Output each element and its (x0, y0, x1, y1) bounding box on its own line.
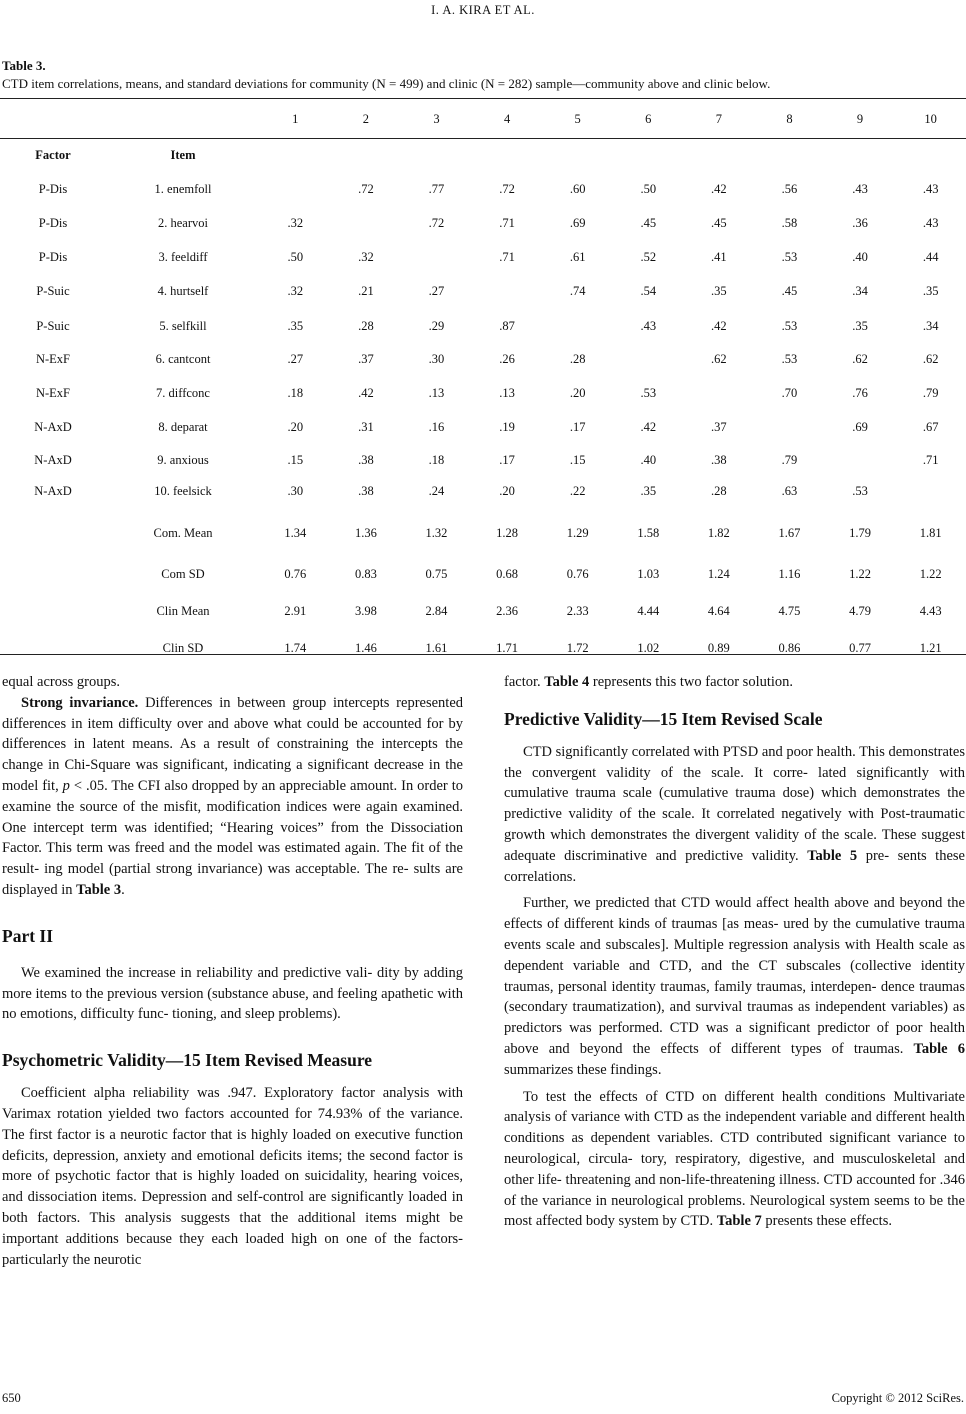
correlation-cell: .15 (569, 452, 586, 467)
stat-cell: 1.22 (849, 567, 871, 581)
correlation-cell: .61 (569, 250, 586, 264)
table-row (0, 444, 966, 476)
table-row (0, 206, 966, 241)
correlation-cell: .38 (358, 452, 374, 467)
correlation-cell: .20 (499, 484, 515, 498)
column-number: 10 (924, 111, 937, 126)
correlation-cell: .24 (428, 484, 445, 498)
stat-cell: 4.44 (637, 604, 660, 618)
column-number: 1 (292, 111, 299, 126)
correlation-cell: .72 (428, 216, 445, 230)
paragraph: We examined the increase in reliability and predictive vali- dity by adding more items to the previous version (substance abuse, and feeling apathetic with no emotions, difficulty func- tioning, and sleep problems). (2, 964, 463, 1023)
stat-cell: 1.81 (919, 525, 942, 540)
correlation-cell: .71 (499, 250, 515, 264)
factor-cell: P-Dis (38, 250, 68, 264)
correlation-cell: .34 (852, 284, 868, 298)
correlation-cell: .54 (640, 284, 657, 298)
correlation-cell: .15 (287, 452, 304, 467)
item-cell: 6. cantcont (155, 352, 211, 366)
correlation-cell: .71 (499, 216, 515, 230)
stat-cell: 1.02 (637, 641, 660, 655)
stat-cell: 1.24 (707, 567, 730, 581)
stat-cell: 1.58 (637, 525, 660, 540)
paragraph: equal across groups. (2, 674, 120, 690)
column-number: 9 (856, 111, 864, 126)
stat-cell: 2.36 (496, 604, 519, 618)
stat-cell: 0.75 (425, 567, 448, 581)
correlation-cell: .50 (287, 250, 304, 264)
stat-cell: 0.76 (284, 567, 307, 581)
correlation-cell: .30 (428, 352, 445, 366)
correlation-cell: .34 (922, 318, 939, 333)
correlation-cell: .42 (711, 318, 727, 333)
table-caption: CTD item correlations, means, and standard deviations for community (N = 499) and clinic (N = 282) sample—community above and clinic below. (2, 76, 771, 91)
correlation-cell: .35 (922, 284, 939, 298)
table-row (0, 376, 966, 411)
text-run: To test the effects of CTD on different health conditions Multivariate analysis of variance with CTD as the independent variable and different health conditions as dependent variables. CTD contributed significant variance to neurological, circula- tory, respiratory, digestive, and musculoskeletal and other life- threatening and non-life-threatening illness. CTD accounted for .346 of the variance in neurological problems. Neurological system seems to be the most affected body system by CTD. (504, 1088, 965, 1230)
italic-text: p (62, 777, 70, 794)
correlation-cell: .74 (569, 284, 586, 298)
table-reference: Table 5 (807, 847, 858, 864)
correlation-cell: .17 (499, 452, 515, 467)
correlation-cell: .43 (922, 216, 939, 230)
section-heading: Part II (2, 925, 54, 946)
correlation-cell: .42 (711, 181, 727, 196)
section-heading: Psychometric Validity—15 Item Revised Measure (2, 1050, 373, 1071)
blank-cell (0, 100, 106, 138)
table-top-rule (0, 98, 966, 99)
correlation-table (0, 100, 966, 664)
correlation-cell: .35 (711, 284, 727, 298)
stat-cell: 0.83 (354, 567, 377, 581)
correlation-cell: .37 (711, 420, 727, 434)
correlation-cell: .77 (428, 181, 445, 196)
correlation-cell (825, 444, 896, 476)
factor-cell: P-Suic (36, 318, 70, 333)
stat-cell: 2.84 (425, 604, 448, 618)
blank-cell (684, 138, 755, 172)
item-cell: 8. deparat (158, 420, 208, 434)
blank-cell (472, 138, 543, 172)
item-cell: 1. enemfoll (154, 181, 212, 196)
stats-row (0, 633, 966, 664)
stat-cell: 3.98 (354, 604, 377, 618)
correlation-cell: .32 (358, 250, 374, 264)
stat-cell: 2.91 (284, 604, 307, 618)
correlation-cell (260, 172, 331, 206)
stat-cell: 0.77 (849, 641, 871, 655)
correlation-cell: .44 (922, 250, 939, 264)
text-run: . (121, 881, 125, 898)
item-cell: 5. selfkill (159, 318, 207, 333)
correlation-cell: .43 (922, 181, 939, 196)
correlation-cell: .22 (569, 484, 586, 498)
stat-label: Clin Mean (156, 604, 210, 618)
table-reference: Table 6 (913, 1040, 965, 1057)
correlation-cell (542, 309, 613, 343)
correlation-cell: .53 (781, 250, 798, 264)
correlation-cell: .37 (358, 352, 374, 366)
correlation-cell: .58 (781, 216, 798, 230)
correlation-cell: .53 (781, 318, 798, 333)
stats-row (0, 590, 966, 633)
correlation-cell: .79 (922, 386, 939, 400)
stat-label: Clin SD (162, 641, 204, 655)
correlation-cell: .38 (711, 452, 727, 467)
correlation-cell: .45 (640, 216, 657, 230)
blank-cell (542, 138, 613, 172)
correlation-cell: .41 (711, 250, 727, 264)
stat-cell: 4.75 (778, 604, 801, 618)
paragraph (2, 693, 463, 901)
blank-cell (331, 138, 402, 172)
correlation-cell: .35 (287, 318, 304, 333)
correlation-cell: .36 (852, 216, 868, 230)
correlation-cell: .72 (358, 181, 374, 196)
stat-cell: 1.72 (566, 641, 589, 655)
stat-cell: 1.74 (284, 641, 307, 655)
correlation-cell: .45 (711, 216, 727, 230)
text-run: pre- sents these correlations. (504, 847, 965, 885)
correlation-cell: .20 (287, 420, 304, 434)
copyright-notice: Copyright © 2012 SciRes. (831, 1391, 964, 1405)
left-column (2, 672, 463, 1270)
correlation-cell: .70 (781, 386, 798, 400)
stat-cell: 1.16 (778, 567, 801, 581)
factor-cell: N-AxD (34, 484, 72, 498)
page-number: 650 (2, 1391, 21, 1405)
stat-cell: 1.29 (566, 525, 589, 540)
stat-label: Com. Mean (153, 525, 213, 540)
correlation-cell (613, 343, 684, 376)
text-run: Differences in between group intercepts represented differences in item difficulty over and above what could be accounted for by differences in latent means. As a result of constraining the intercepts the change in Chi-Square was significant, indicating a significant decrease in the model fit, (2, 694, 463, 794)
stat-cell: 2.33 (566, 604, 589, 618)
correlation-cell: .42 (640, 420, 657, 434)
blank-cell (895, 138, 966, 172)
correlation-cell: .62 (922, 352, 939, 366)
table-row (0, 343, 966, 376)
table-row (0, 241, 966, 274)
factor-header: Factor (35, 147, 71, 162)
section-heading: Predictive Validity—15 Item Revised Scale (504, 708, 823, 729)
stats-row (0, 559, 966, 590)
item-cell: 4. hurtself (157, 284, 209, 298)
correlation-cell: .67 (922, 420, 939, 434)
item-cell: 9. anxious (157, 452, 209, 467)
correlation-cell: .35 (852, 318, 868, 333)
stat-cell: 0.76 (566, 567, 589, 581)
item-cell: 2. hearvoi (158, 216, 208, 230)
correlation-cell: .63 (781, 484, 798, 498)
stat-cell: 4.79 (849, 604, 871, 618)
correlation-cell: .20 (569, 386, 586, 400)
stat-cell: 1.21 (919, 641, 942, 655)
stat-label: Com SD (161, 567, 205, 581)
column-number: 8 (786, 111, 793, 126)
stat-cell: 4.43 (919, 604, 942, 618)
table-row (0, 172, 966, 206)
correlation-cell: .42 (358, 386, 374, 400)
factor-cell: P-Suic (36, 284, 70, 298)
correlation-cell: .26 (499, 352, 515, 366)
right-column (504, 672, 965, 1232)
correlation-cell: .69 (852, 420, 868, 434)
correlation-cell: .30 (287, 484, 304, 498)
correlation-cell: .28 (358, 318, 374, 333)
table-reference: Table 4 (544, 674, 590, 690)
factor-cell: N-ExF (35, 386, 71, 400)
paragraph (504, 1087, 965, 1233)
text-run: presents these effects. (761, 1213, 892, 1230)
correlation-cell: .71 (922, 452, 939, 467)
correlation-cell: .17 (569, 420, 586, 434)
factor-cell: P-Dis (38, 181, 68, 196)
correlation-cell: .53 (781, 352, 798, 366)
stat-cell: 1.34 (284, 525, 307, 540)
correlation-cell: .18 (428, 452, 445, 467)
blank-cell (825, 138, 896, 172)
correlation-cell: .62 (711, 352, 727, 366)
correlation-cell: .40 (852, 250, 868, 264)
stats-row (0, 507, 966, 559)
correlation-cell: .32 (287, 216, 304, 230)
column-number-row (0, 100, 966, 138)
correlation-cell (472, 274, 543, 309)
correlation-cell: .53 (640, 386, 657, 400)
correlation-cell: .60 (569, 181, 586, 196)
correlation-cell: .31 (358, 420, 374, 434)
factor-cell: N-AxD (34, 420, 72, 434)
column-number: 3 (433, 111, 440, 126)
correlation-cell: .13 (499, 386, 515, 400)
blank-cell (0, 559, 106, 590)
correlation-cell: .87 (499, 318, 515, 333)
stat-cell: 1.79 (849, 525, 871, 540)
blank-cell (106, 100, 260, 138)
correlation-cell: .52 (640, 250, 657, 264)
correlation-cell: .69 (569, 216, 586, 230)
stat-cell: 1.32 (425, 525, 448, 540)
correlation-cell: .50 (640, 181, 657, 196)
correlation-cell: .62 (852, 352, 868, 366)
correlation-cell: .27 (287, 352, 304, 366)
correlation-cell (331, 206, 402, 241)
stat-cell: 1.28 (496, 525, 519, 540)
paragraph (504, 893, 965, 1080)
stat-cell: 1.22 (919, 567, 942, 581)
column-number: 4 (503, 111, 511, 126)
table-row (0, 476, 966, 507)
stat-cell: 4.64 (707, 604, 730, 618)
correlation-cell: .43 (852, 181, 868, 196)
factor-cell: P-Dis (38, 216, 68, 230)
stat-cell: 1.46 (354, 641, 377, 655)
factor-cell: N-ExF (35, 352, 71, 366)
correlation-cell: .29 (428, 318, 445, 333)
correlation-cell: .72 (499, 181, 515, 196)
item-cell: 3. feeldiff (158, 250, 208, 264)
item-cell: 7. diffconc (156, 386, 210, 400)
text-run: CTD significantly correlated with PTSD and poor health. This demonstrates the convergent validity of the scale. It corre- lated significantly with cumulative trauma scale (cumulative trauma dose) which demonstrates the predictive validity of the scale. It correlated negatively with Post-traumatic growth which demonstrates the divergent validity of the scale. These suggest adequate discriminative and predictive validity. (504, 743, 965, 864)
blank-cell (260, 138, 331, 172)
blank-cell (401, 138, 472, 172)
correlation-cell: .19 (499, 420, 515, 434)
item-header: Item (170, 147, 196, 162)
correlation-cell (684, 376, 755, 411)
factor-item-header-row (0, 138, 966, 172)
correlation-cell: .38 (358, 484, 374, 498)
blank-cell (0, 633, 106, 664)
correlation-cell: .28 (711, 484, 727, 498)
paragraph (504, 742, 965, 888)
stat-cell: 0.89 (707, 641, 730, 655)
text-run: represents this two factor solution. (589, 674, 794, 690)
correlation-cell: .27 (428, 284, 445, 298)
factor-cell: N-AxD (34, 452, 72, 467)
correlation-cell: .53 (852, 484, 868, 498)
column-number: 6 (645, 111, 652, 126)
stat-cell: 1.03 (637, 567, 660, 581)
table-row (0, 411, 966, 444)
correlation-cell: .79 (781, 452, 798, 467)
stat-cell: 1.36 (354, 525, 377, 540)
stat-cell: 1.82 (707, 525, 730, 540)
table-reference: Table 7 (716, 1213, 762, 1230)
table-row (0, 309, 966, 343)
correlation-cell: .45 (781, 284, 798, 298)
text-run: factor. (504, 674, 545, 690)
correlation-cell: .43 (640, 318, 657, 333)
text-run: Further, we predicted that CTD would affect health above and beyond the effects of different kinds of traumas [as meas- ured by the cumulative trauma events scale and subscales]. Multiple regression analysis with Health scale as dependent variable and CTD, and the CT subscales (collective identity traumas, personal identity traumas, family traumas, interdepen- dence traumas (secondary traumatization), and survival traumas as independent variables) as predictors was performed. CTD was a significant predictor of poor health above and beyond the effects of different types of traumas. (504, 895, 965, 1057)
column-number: 7 (715, 111, 722, 126)
correlation-cell (754, 411, 825, 444)
correlation-cell (895, 476, 966, 507)
correlation-cell: .32 (287, 284, 304, 298)
column-number: 2 (362, 111, 370, 126)
correlation-cell: .76 (852, 386, 868, 400)
column-number: 5 (574, 111, 581, 126)
stat-cell: 0.86 (778, 641, 801, 655)
blank-cell (0, 590, 106, 633)
stat-cell: 0.68 (496, 567, 519, 581)
correlation-cell: .28 (569, 352, 586, 366)
correlation-cell: .13 (428, 386, 445, 400)
correlation-cell: .18 (287, 386, 304, 400)
text-run: < .05. The CFI also dropped by an appreciable amount. In order to examine the source of the misfit, modification indices were again examined. One intercept term was identified; “Hearing voices” from the Dissociation Factor. This term was freed and the model was estimated again. The fit of the result- ing model (partial strong invariance) was acceptable. The re- sults are displayed in (2, 777, 463, 898)
correlation-cell: .16 (428, 420, 445, 434)
stat-cell: 1.71 (496, 641, 519, 655)
correlation-cell: .56 (781, 181, 798, 196)
correlation-cell (401, 241, 472, 274)
blank-cell (754, 138, 825, 172)
table-label: Table 3. (2, 58, 46, 73)
paragraph (504, 672, 965, 693)
blank-cell (0, 507, 106, 559)
item-cell: 10. feelsick (154, 484, 212, 498)
paragraph: Coefficient alpha reliability was .947. Exploratory factor analysis with Varimax rotation yielded two factors accounted for 74.93% of the variance. The first factor is a neurotic factor that is highly loaded on executive function deficits, depression, anxiety and emotional deficits items; the second factor is more of psychotic factor that is highly loaded on suicidality, hearing voices, and dissociation items. Depression and self-control are significantly loaded in both factors. This analysis suggests that the additional items might be important additions because they each loaded high on one of the factors-particularly the neurotic (2, 1085, 463, 1268)
table-reference: Table 3 (76, 881, 122, 898)
running-head: I. A. KIRA ET AL. (431, 3, 535, 17)
stat-cell: 1.61 (425, 641, 448, 655)
correlation-cell: .21 (358, 284, 374, 298)
correlation-cell: .35 (640, 484, 657, 498)
table-row (0, 274, 966, 309)
correlation-cell: .40 (640, 452, 657, 467)
run-in-heading: Strong invariance. (21, 694, 139, 711)
stat-cell: 1.67 (778, 525, 801, 540)
blank-cell (613, 138, 684, 172)
text-run: summarizes these findings. (504, 1061, 662, 1078)
